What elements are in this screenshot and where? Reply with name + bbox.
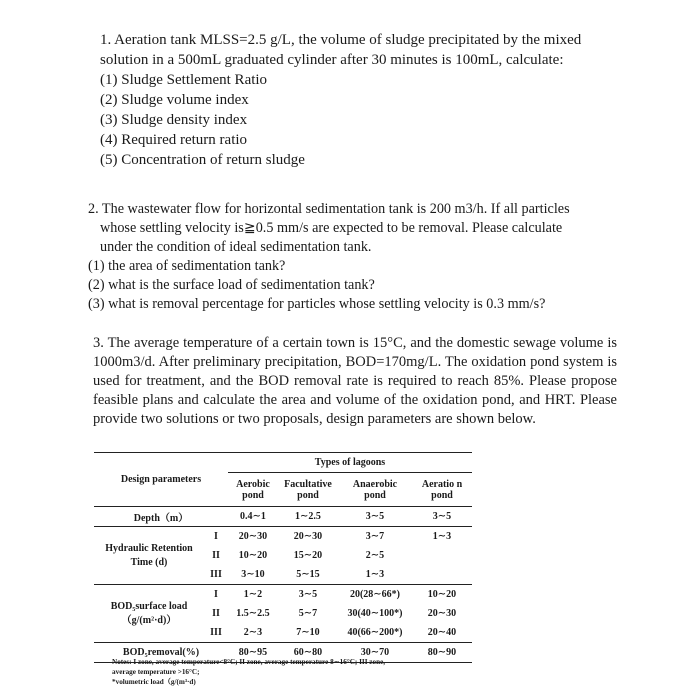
- cell-bod: 7∼10: [296, 627, 320, 638]
- cell-bod: 40(66∼200*): [347, 627, 403, 638]
- cell-hrt: 1∼3: [365, 569, 385, 580]
- question-1-item-4: (4) Required return ratio: [100, 132, 248, 148]
- row-label-hrt: Hydraulic Retention Time (d): [94, 527, 204, 585]
- col-facultative-pond: Facultative pond: [284, 478, 332, 501]
- header-types-of-lagoons: Types of lagoons: [228, 453, 472, 473]
- cell-bod: 10∼20: [412, 585, 472, 605]
- cell-hrt: 20∼30: [278, 527, 338, 547]
- question-2-line-1: 2. The wastewater flow for horizontal sedimentation tank is 200 m3/h. If all particles: [88, 201, 570, 217]
- question-1-item-1: (1) Sludge Settlement Ratio: [100, 72, 268, 88]
- row-hrt-zone-1: [94, 527, 472, 547]
- zone-label: III: [210, 569, 222, 580]
- cell-removal-aerobic: 80∼95: [228, 643, 278, 663]
- cell-hrt: 3∼7: [338, 527, 412, 547]
- question-2: [88, 200, 618, 314]
- cell-bod: 20∼30: [427, 608, 457, 619]
- zone-label: I: [204, 527, 228, 547]
- row-label-depth: Depth（m）: [94, 507, 228, 527]
- cell-depth-facultative: 1∼2.5: [278, 507, 338, 527]
- col-aerobic-pond: Aerobic pond: [236, 478, 270, 501]
- question-1-stem-line-1: 1. Aeration tank MLSS=2.5 g/L, the volume of sludge precipitated by the mixed: [100, 32, 582, 48]
- cell-depth-anaerobic: 3∼5: [338, 507, 412, 527]
- question-3-text: 3. The average temperature of a certain town is 15°C, and the domestic sewage volume is 1000m3/d. After preliminary precipitation, BOD=170mg/L. The oxidation pond system is used for treatment, and the BOD removal rate is required to reach 85%. Please propose feasible plans and calculate the area and volume of the oxidation pond, and HRT. Please provide two solutions or two proposals, design parameters are shown below.: [93, 335, 617, 427]
- question-1-item-3: (3) Sludge density index: [100, 112, 248, 128]
- question-1-stem-line-2: solution in a 500mL graduated cylinder after 30 minutes is 100mL, calculate:: [100, 52, 564, 68]
- design-parameters-table-wrapper: [94, 452, 474, 663]
- question-1-item-2: (2) Sludge volume index: [100, 92, 249, 108]
- zone-label: II: [212, 608, 220, 619]
- question-1-item-5: (5) Concentration of return sludge: [100, 152, 305, 168]
- question-3: [93, 334, 617, 429]
- cell-bod: 1∼2: [228, 585, 278, 605]
- cell-hrt: 5∼15: [296, 569, 320, 580]
- zone-label: I: [204, 585, 228, 605]
- zone-label: III: [210, 627, 222, 638]
- header-design-parameters: Design parameters: [94, 453, 228, 507]
- question-2-line-3: under the condition of ideal sedimentation tank.: [100, 239, 372, 255]
- row-label-bod-removal: BOD₅removal(%): [94, 643, 228, 663]
- row-label-bod-surface-load: BOD₅surface load（g/(m²·d)）: [94, 585, 204, 643]
- question-2-line-2: whose settling velocity is≧0.5 mm/s are expected to be removal. Please calculate: [100, 220, 563, 236]
- col-aeration-pond: Aeratio n pond: [421, 478, 463, 501]
- design-parameters-table: [94, 452, 472, 663]
- question-2-item-1: (1) the area of sedimentation tank?: [88, 258, 286, 274]
- cell-hrt: 3∼10: [241, 569, 265, 580]
- row-depth: [94, 507, 472, 527]
- cell-bod: 20∼40: [427, 627, 457, 638]
- notes-line-2: average temperature >16°C;: [112, 668, 200, 676]
- cell-bod: 30(40∼100*): [347, 608, 403, 619]
- cell-hrt: 1∼3: [412, 527, 472, 547]
- cell-depth-aeration: 3∼5: [412, 507, 472, 527]
- question-2-item-3: (3) what is removal percentage for particles whose settling velocity is 0.3 mm/s?: [88, 296, 546, 312]
- cell-hrt: [412, 546, 472, 565]
- cell-hrt: 10∼20: [238, 550, 268, 561]
- notes-line-1: Notes: I zone, average temperature<8°C; II zone, average temperature 8∼16°C; III zone,: [112, 658, 386, 666]
- table-notes: [112, 657, 472, 687]
- cell-bod: 3∼5: [278, 585, 338, 605]
- question-2-item-2: (2) what is the surface load of sedimentation tank?: [88, 277, 375, 293]
- cell-hrt: [412, 565, 472, 585]
- cell-removal-facultative: 60∼80: [278, 643, 338, 663]
- cell-bod: 1.5∼2.5: [236, 608, 270, 619]
- cell-depth-aerobic: 0.4∼1: [228, 507, 278, 527]
- cell-bod: 20(28∼66*): [338, 585, 412, 605]
- cell-hrt: 20∼30: [228, 527, 278, 547]
- cell-bod: 5∼7: [298, 608, 318, 619]
- cell-hrt: 2∼5: [365, 550, 385, 561]
- question-1: [100, 30, 610, 170]
- cell-hrt: 15∼20: [293, 550, 323, 561]
- cell-removal-aeration: 80∼90: [412, 643, 472, 663]
- zone-label: II: [212, 550, 220, 561]
- row-bod-zone-1: [94, 585, 472, 605]
- col-anaerobic-pond: Anaerobic pond: [352, 478, 398, 501]
- cell-bod: 2∼3: [243, 627, 263, 638]
- cell-removal-anaerobic: 30∼70: [338, 643, 412, 663]
- notes-line-3: *volumetric load（g/(m³·d): [112, 678, 196, 686]
